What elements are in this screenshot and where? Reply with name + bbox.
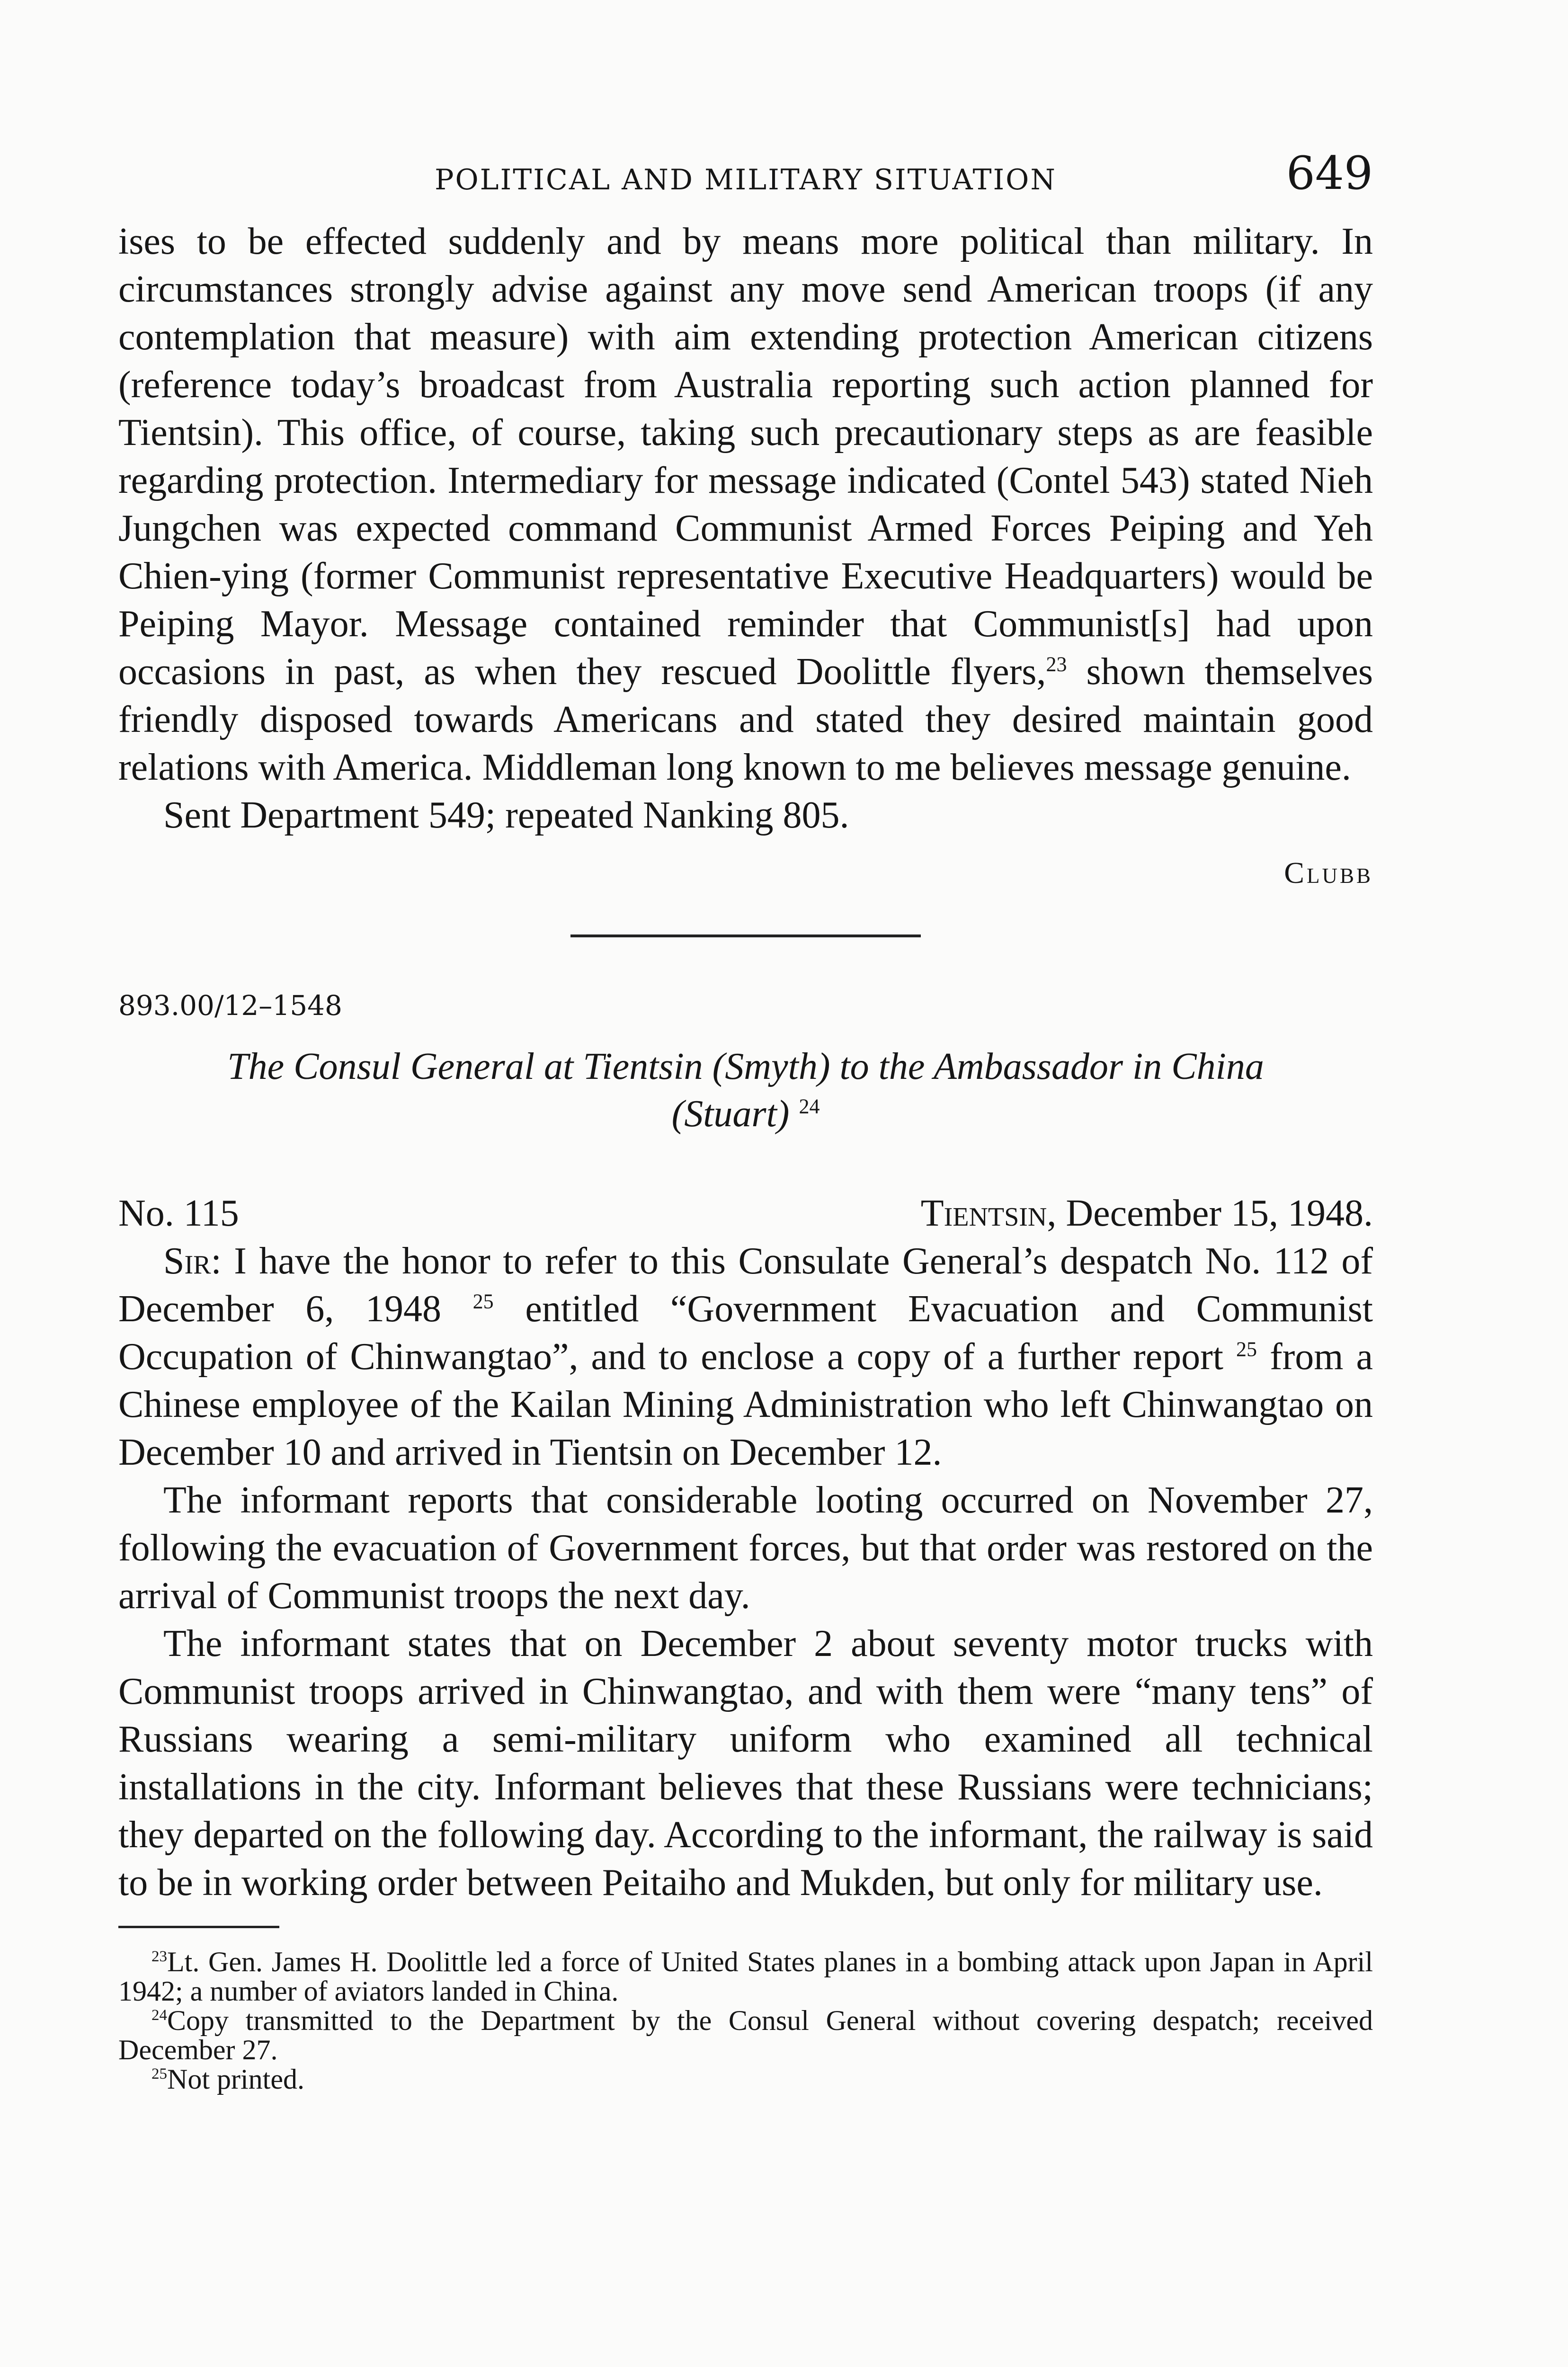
place: Tientsin, <box>920 1192 1057 1234</box>
heading-line-1: The Consul General at Tientsin (Smyth) to the Ambassador in China <box>227 1046 1264 1087</box>
footnote-number: 23 <box>151 1948 167 1965</box>
page <box>118 147 1373 2094</box>
despatch-body <box>118 1237 1373 1907</box>
file-number: 893.00/12–1548 <box>118 989 342 1022</box>
sent-line: Sent Department 549; repeated Nanking 805. <box>163 794 849 836</box>
continued-paragraph-text: ises to be effected suddenly and by means more political than military. In circumstances strongly advise against any move send American troops (if any contemplation that measure) with aim extending protection American citizens (reference today’s broadcast from Australia reporting such action planned for Tientsin). This office, of course, taking such precautionary steps as are feasible regarding protection. Intermediary for message indicated (Contel 543) stated Nieh Jungchen was expected command Communist Armed Forces Peiping and Yeh Chien-ying (former Communist representative Executive Headquarters) would be Peiping Mayor. Message contained reminder that Communist[s] had upon occasions in past, as when they rescued Doolittle flyers, <box>118 221 1373 693</box>
p1-part-c: from a Chinese employee of the Kailan Mining Administration who left Chinwangtao on December 10 and arrived in Tientsin on December 12. <box>118 1336 1373 1473</box>
footnote-ref-24[interactable]: 24 <box>799 1095 820 1118</box>
p1-part-a: : I have the honor to refer to this Consulate General’s despatch No. 112 of December 6, 1948 <box>118 1240 1373 1330</box>
despatch-number: No. 115 <box>118 1192 239 1234</box>
salutation: Sir <box>163 1240 211 1282</box>
footnote-ref-25a[interactable]: 25 <box>472 1290 494 1313</box>
page-number: 649 <box>1286 147 1373 200</box>
footnote-number: 25 <box>151 2065 167 2082</box>
p1-part-b: entitled “Government Evacuation and Communist Occupation of Chinwangtao”, and to enclose a copy of a further report <box>118 1288 1373 1378</box>
footnote-rule <box>118 1926 279 1928</box>
running-title: POLITICAL AND MILITARY SITUATION <box>435 163 1057 196</box>
footnote-number: 24 <box>151 2007 167 2024</box>
footnote-24 <box>118 2006 1373 2064</box>
footnote-text: Copy transmitted to the Department by the Consul General without covering despatch; received December 27. <box>118 2005 1373 2065</box>
running-head <box>118 147 1373 218</box>
footnote-25 <box>118 2064 1373 2094</box>
section-divider <box>570 934 921 937</box>
paragraph-2: The informant reports that considerable looting occurred on November 27, following the evacuation of Government forces, but that order was restored on the arrival of Communist troops the next day. <box>118 1479 1373 1617</box>
dateline <box>118 1190 1373 1237</box>
paragraph-3: The informant states that on December 2 about seventy motor trucks with Communist troops arrived in Chinwangtao, and with them were “many tens” of Russians wearing a semi-military uniform who examined all technical installations in the city. Informant believes that these Russians were technicians; they departed on the following day. According to the informant, the railway is said to be in working order between Peitaiho and Mukden, but only for military use. <box>118 1623 1373 1904</box>
document-heading <box>118 1043 1373 1138</box>
continued-paragraph-tail: shown themselves friendly disposed towards Americans and stated they desired maintain good relations with America. Middleman long known to me believes message genuine. <box>118 651 1373 788</box>
paragraph-1 <box>118 1237 1373 1477</box>
heading-recipient: (Stuart) <box>671 1093 790 1135</box>
footnotes <box>118 1947 1373 2094</box>
footnote-text: Not printed. <box>167 2064 304 2095</box>
footnote-ref-23[interactable]: 23 <box>1046 652 1067 676</box>
heading-line-2 <box>118 1090 1373 1138</box>
place-date <box>921 1190 1373 1237</box>
signature: Clubb <box>1284 856 1373 890</box>
footnote-23 <box>118 1947 1373 2006</box>
footnote-ref-25b[interactable]: 25 <box>1236 1337 1257 1361</box>
footnote-text: Lt. Gen. James H. Doolittle led a force of United States planes in a bombing attack upon Japan in April 1942; a number of aviators landed in China. <box>118 1946 1373 2007</box>
continued-telegram <box>118 218 1373 897</box>
continued-paragraph <box>118 218 1373 792</box>
date: December 15, 1948. <box>1056 1192 1373 1234</box>
